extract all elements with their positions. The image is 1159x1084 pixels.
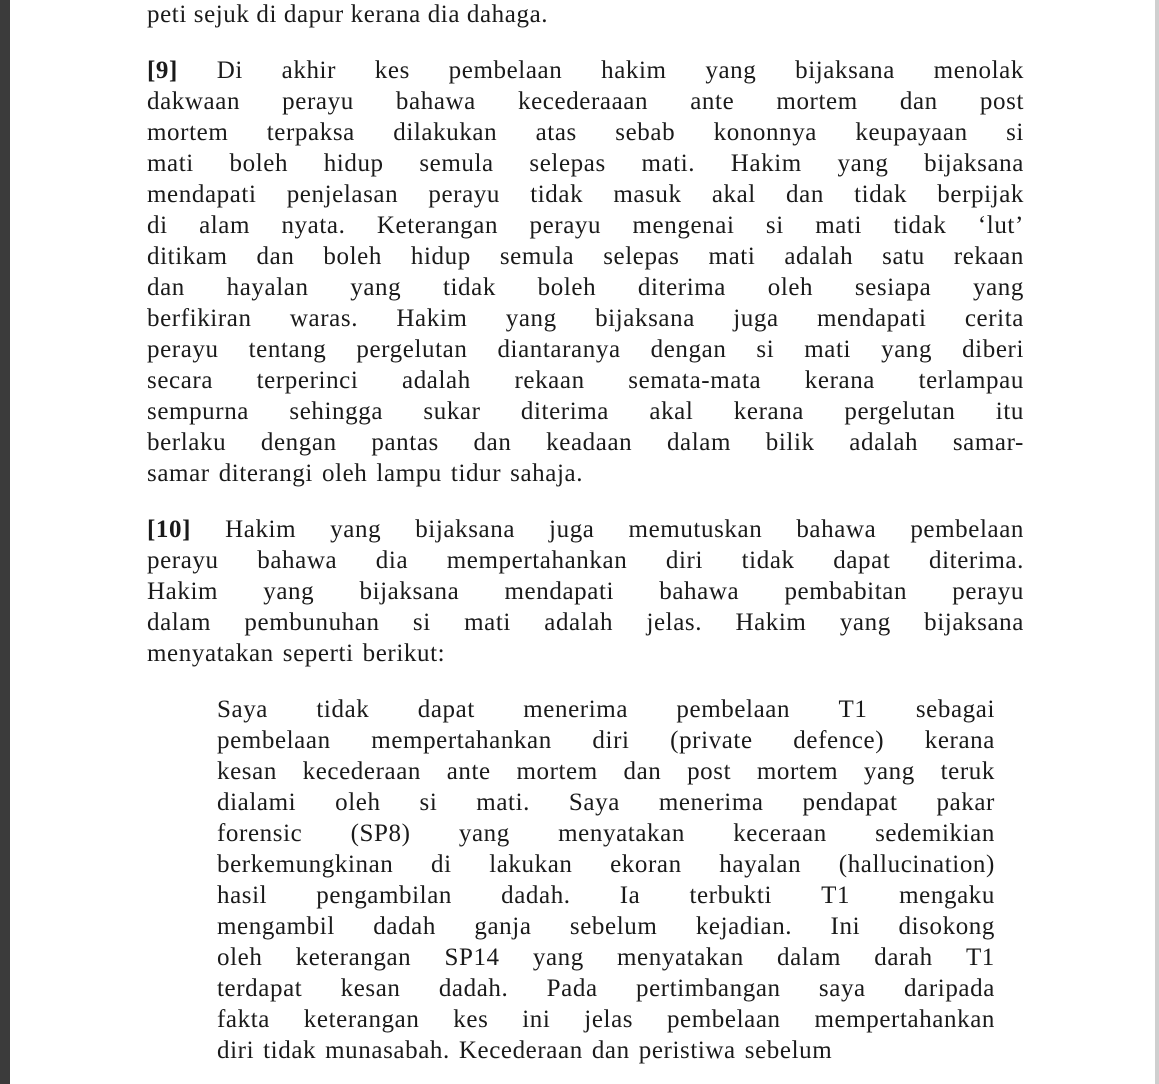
word: boleh xyxy=(537,274,597,301)
word: yang xyxy=(458,820,510,847)
word: mati xyxy=(464,609,511,636)
word: si xyxy=(765,212,784,239)
word: pembelaan xyxy=(910,516,1024,543)
word: diterima xyxy=(637,274,727,301)
word: mati xyxy=(708,243,756,270)
word: forensic xyxy=(217,820,303,847)
text-line xyxy=(217,849,995,880)
word: berfikiran xyxy=(147,305,252,332)
word: sedemikian xyxy=(875,820,995,847)
word: pengambilan xyxy=(316,882,453,909)
word: lampu xyxy=(376,460,442,487)
word: yang xyxy=(881,336,933,363)
paragraph-tail xyxy=(147,0,1024,30)
word: diri xyxy=(592,727,630,754)
word: T1 xyxy=(838,696,868,723)
word: mati xyxy=(147,150,194,177)
word: diri xyxy=(217,1037,255,1064)
word: saya xyxy=(818,975,866,1002)
word: mempertahankan xyxy=(814,1006,995,1033)
word: bijaksana xyxy=(795,57,895,84)
word: boleh xyxy=(229,150,289,177)
word: berpijak xyxy=(937,181,1024,208)
word: diterangi xyxy=(218,460,313,487)
text-line xyxy=(147,303,1024,334)
word: dapat xyxy=(417,696,475,723)
word: mati. xyxy=(641,150,696,177)
word: tidak xyxy=(263,1037,317,1064)
word: Saya xyxy=(568,789,620,816)
word: kecederaan xyxy=(302,758,422,785)
word: diterima xyxy=(520,398,610,425)
word: mempertahankan xyxy=(371,727,552,754)
word: (hallucination) xyxy=(838,851,995,878)
word: samar- xyxy=(952,429,1024,456)
word: adalah xyxy=(402,367,471,394)
word: perayu xyxy=(282,88,354,115)
word: dalam xyxy=(666,429,732,456)
word: mengambil xyxy=(217,913,335,940)
word: kecederaaan xyxy=(518,88,649,115)
text-line xyxy=(147,427,1024,458)
line-text: peti sejuk di dapur kerana dia dahaga. xyxy=(147,1,549,28)
word: tidak xyxy=(316,696,370,723)
word: jelas. xyxy=(646,609,703,636)
text-line xyxy=(147,179,1024,210)
word: mendapati xyxy=(504,578,615,605)
word: diterima. xyxy=(929,547,1024,574)
word: dan xyxy=(256,243,295,270)
word: hayalan xyxy=(226,274,309,301)
word: pembabitan xyxy=(784,578,908,605)
word: sahaja. xyxy=(510,460,584,487)
word: terbukti xyxy=(689,882,772,909)
word: menyatakan xyxy=(147,640,274,667)
word: kerana xyxy=(733,398,804,425)
word: mendapati xyxy=(817,305,927,332)
word: dadah xyxy=(373,913,436,940)
word: hayalan xyxy=(719,851,802,878)
word: itu xyxy=(995,398,1024,425)
text-line xyxy=(147,0,1024,30)
word: mortem xyxy=(756,758,839,785)
paragraph-10 xyxy=(147,514,1024,669)
paragraph-9 xyxy=(147,55,1024,489)
word: pantas xyxy=(371,429,439,456)
word: bijaksana xyxy=(359,578,460,605)
word: dadah. xyxy=(501,882,571,909)
word: kes xyxy=(374,57,410,84)
word: yang xyxy=(863,758,915,785)
text-line xyxy=(147,396,1024,427)
word: si xyxy=(412,609,431,636)
word: pendapat xyxy=(802,789,898,816)
word: kesan xyxy=(217,758,277,785)
word: oleh xyxy=(321,460,368,487)
word: hidup xyxy=(323,150,384,177)
word: post xyxy=(687,758,732,785)
word: berikut: xyxy=(362,640,446,667)
word: pertimbangan xyxy=(635,975,781,1002)
word: keterangan xyxy=(295,944,412,971)
word: T1 xyxy=(821,882,851,909)
word: alam xyxy=(199,212,251,239)
word: SP14 xyxy=(444,944,500,971)
word: peristiwa xyxy=(638,1037,736,1064)
text-line xyxy=(147,86,1024,117)
word: Hakim xyxy=(396,305,468,332)
word: tidak xyxy=(854,181,908,208)
word: menyatakan xyxy=(617,944,744,971)
word: Hakim xyxy=(730,150,802,177)
word: yang xyxy=(330,516,382,543)
word: menerima xyxy=(523,696,629,723)
word: menyatakan xyxy=(558,820,685,847)
word: yang xyxy=(705,57,757,84)
word: sebagai xyxy=(915,696,995,723)
word: pembelaan xyxy=(676,696,791,723)
word: pergelutan xyxy=(356,336,468,363)
word: kesan xyxy=(340,975,401,1002)
text-line xyxy=(217,787,995,818)
word: mortem xyxy=(516,758,598,785)
word: bijaksana xyxy=(924,150,1024,177)
word: jelas xyxy=(584,1006,634,1033)
word: diantaranya xyxy=(497,336,621,363)
word: ekoran xyxy=(610,851,682,878)
word: adalah xyxy=(849,429,919,456)
word: akal xyxy=(711,181,756,208)
word: juga xyxy=(549,516,595,543)
word: hakim xyxy=(601,57,667,84)
word: waras. xyxy=(289,305,359,332)
word: atas xyxy=(535,119,577,146)
word: yang xyxy=(350,274,402,301)
text-line xyxy=(147,545,1024,576)
word: daripada xyxy=(904,975,995,1002)
word: sebelum xyxy=(744,1037,833,1064)
word: sesiapa xyxy=(854,274,932,301)
word: yang xyxy=(972,274,1024,301)
word: keceraan xyxy=(733,820,827,847)
word: kerana xyxy=(924,727,995,754)
word: dan xyxy=(147,274,185,301)
word: (private xyxy=(670,727,753,754)
word: sempurna xyxy=(147,398,249,425)
text-line xyxy=(217,880,995,911)
word: dan xyxy=(473,429,512,456)
word: adalah xyxy=(784,243,854,270)
text-line xyxy=(147,607,1024,638)
word: pakar xyxy=(936,789,995,816)
word: seperti xyxy=(282,640,354,667)
word: dakwaan xyxy=(147,88,241,115)
word: oleh xyxy=(217,944,263,971)
word: pembelaan xyxy=(666,1006,781,1033)
word: dia xyxy=(375,547,409,574)
word: lakukan xyxy=(489,851,573,878)
word: tidak xyxy=(442,274,496,301)
word: memutuskan xyxy=(628,516,763,543)
word: bahawa xyxy=(659,578,740,605)
word: adalah xyxy=(544,609,614,636)
word: berlaku xyxy=(147,429,227,456)
word: disokong xyxy=(898,913,995,940)
word: dan xyxy=(899,88,938,115)
word: dan xyxy=(786,181,824,208)
word: ganja xyxy=(474,913,532,940)
word: selepas xyxy=(529,150,606,177)
word: yang xyxy=(505,305,557,332)
word: bahawa xyxy=(796,516,877,543)
word: pergelutan xyxy=(844,398,956,425)
word: ‘lut’ xyxy=(977,212,1024,239)
word: bahawa xyxy=(395,88,476,115)
word: T1 xyxy=(965,944,995,971)
word: cerita xyxy=(964,305,1024,332)
word: oleh xyxy=(767,274,814,301)
word: perayu xyxy=(428,181,501,208)
word: dialami xyxy=(217,789,297,816)
word: diberi xyxy=(962,336,1024,363)
word: terdapat xyxy=(217,975,303,1002)
paragraph-number: [10] xyxy=(147,516,192,543)
word: diri xyxy=(665,547,704,574)
word: masuk xyxy=(613,181,682,208)
word: Hakim xyxy=(735,609,807,636)
word: mati. xyxy=(476,789,530,816)
word: perayu xyxy=(952,578,1024,605)
word: samar xyxy=(147,460,210,487)
word: bilik xyxy=(765,429,815,456)
word: ditikam xyxy=(147,243,228,270)
word: ante xyxy=(446,758,491,785)
word: Pada xyxy=(546,975,598,1002)
word: perayu xyxy=(147,547,219,574)
word: yang xyxy=(532,944,584,971)
word: defence) xyxy=(793,727,885,754)
word: berkemungkinan xyxy=(217,851,394,878)
block-quotation xyxy=(217,694,995,1066)
word: nyata. xyxy=(281,212,346,239)
word: tidur xyxy=(450,460,502,487)
word: dengan xyxy=(260,429,337,456)
word: si xyxy=(1006,119,1024,146)
word: di xyxy=(147,212,168,239)
word: terlampau xyxy=(918,367,1024,394)
word: tidak xyxy=(741,547,795,574)
word: ini xyxy=(522,1006,551,1033)
word: yang xyxy=(263,578,315,605)
word: sukar xyxy=(423,398,481,425)
word: fakta xyxy=(217,1006,270,1033)
word: perayu xyxy=(529,212,602,239)
text-line xyxy=(217,818,995,849)
word: Ini xyxy=(830,913,861,940)
text-line xyxy=(217,1035,995,1066)
word: satu xyxy=(882,243,925,270)
word: juga xyxy=(733,305,779,332)
window-edge-left xyxy=(0,0,10,1084)
word: mati xyxy=(815,212,863,239)
word: bijaksana xyxy=(924,609,1024,636)
word: bijaksana xyxy=(595,305,695,332)
text-line xyxy=(147,576,1024,607)
word: akal xyxy=(649,398,694,425)
word: mempertahankan xyxy=(446,547,628,574)
word: kes xyxy=(453,1006,489,1033)
word: sebelum xyxy=(569,913,658,940)
word: mengaku xyxy=(899,882,995,909)
text-line xyxy=(147,458,1024,489)
text-line xyxy=(217,694,995,725)
text-line xyxy=(147,638,1024,669)
word: si xyxy=(756,336,775,363)
text-line xyxy=(217,973,995,1004)
text-line xyxy=(147,334,1024,365)
text-line xyxy=(217,911,995,942)
text-line xyxy=(147,55,1024,86)
text-line xyxy=(147,365,1024,396)
word: keterangan xyxy=(303,1006,420,1033)
paragraph-number: [9] xyxy=(147,57,178,84)
word: oleh xyxy=(335,789,381,816)
word: sebab xyxy=(615,119,676,146)
word: kononnya xyxy=(713,119,817,146)
word: kerana xyxy=(804,367,875,394)
text-line xyxy=(147,117,1024,148)
word: Keterangan xyxy=(376,212,499,239)
word: dan xyxy=(623,758,662,785)
word: hidup xyxy=(410,243,471,270)
text-line xyxy=(147,514,1024,545)
word: yang xyxy=(839,609,891,636)
word: secara xyxy=(147,367,214,394)
word: pembunuhan xyxy=(244,609,380,636)
word: penjelasan xyxy=(286,181,399,208)
word: perayu xyxy=(147,336,219,363)
word: sehingga xyxy=(289,398,384,425)
word: semula xyxy=(419,150,494,177)
word: bahawa xyxy=(257,547,338,574)
text-line xyxy=(217,725,995,756)
word: rekaan xyxy=(514,367,585,394)
word: mengenai xyxy=(632,212,735,239)
word: keadaan xyxy=(546,429,633,456)
text-line xyxy=(217,756,995,787)
word: Di xyxy=(216,57,243,84)
word: ante xyxy=(690,88,735,115)
word: mendapati xyxy=(147,181,257,208)
word: bijaksana xyxy=(415,516,516,543)
word: hasil xyxy=(217,882,268,909)
word: Hakim xyxy=(225,516,297,543)
word: di xyxy=(430,851,452,878)
word: kejadian. xyxy=(695,913,793,940)
word: mati xyxy=(804,336,852,363)
word: tidak xyxy=(893,212,947,239)
word: dilakukan xyxy=(393,119,498,146)
text-line xyxy=(147,148,1024,179)
text-line xyxy=(217,942,995,973)
word: (SP8) xyxy=(350,820,411,847)
word: pembelaan xyxy=(217,727,331,754)
text-line xyxy=(147,241,1024,272)
word: dan xyxy=(591,1037,630,1064)
word: dapat xyxy=(833,547,891,574)
word: Ia xyxy=(619,882,641,909)
word: post xyxy=(979,88,1024,115)
word: selepas xyxy=(603,243,680,270)
word: rekaan xyxy=(953,243,1024,270)
word: Hakim xyxy=(147,578,219,605)
word: menolak xyxy=(933,57,1024,84)
word: mortem xyxy=(776,88,858,115)
word: semata-mata xyxy=(628,367,762,394)
word: tentang xyxy=(248,336,327,363)
word: Kecederaan xyxy=(458,1037,583,1064)
word: munasabah. xyxy=(325,1037,450,1064)
word: menerima xyxy=(658,789,764,816)
word: dengan xyxy=(650,336,727,363)
word: boleh xyxy=(323,243,382,270)
word: keupayaan xyxy=(855,119,968,146)
text-line xyxy=(147,272,1024,303)
word: dalam xyxy=(776,944,842,971)
word: Saya xyxy=(217,696,268,723)
word: terperinci xyxy=(256,367,359,394)
word: darah xyxy=(874,944,933,971)
word: akhir xyxy=(281,57,337,84)
word: dadah. xyxy=(438,975,509,1002)
window-edge-right xyxy=(1155,0,1159,1084)
word: mortem xyxy=(147,119,229,146)
text-line xyxy=(147,210,1024,241)
word: semula xyxy=(499,243,575,270)
word: dalam xyxy=(147,609,212,636)
word: terpaksa xyxy=(266,119,355,146)
word: tidak xyxy=(530,181,584,208)
text-line xyxy=(217,1004,995,1035)
word: yang xyxy=(837,150,889,177)
word: teruk xyxy=(940,758,995,785)
word: si xyxy=(419,789,438,816)
word: pembelaan xyxy=(448,57,563,84)
